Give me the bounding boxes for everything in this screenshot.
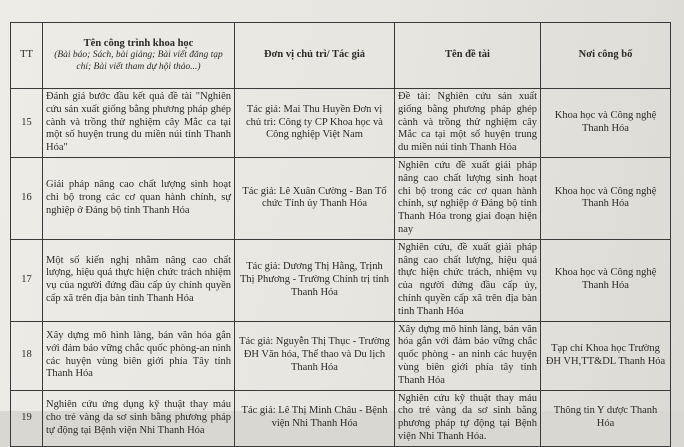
row-number: 15 (11, 89, 43, 158)
work-title-cell: Một số kiến nghị nhằm nâng cao chất lượng, hiệu quả thực hiện chức trách nhiệm vụ của người đứng đầu cấp ủy chính quyền cấp xã trên địa bàn tỉnh Thanh Hóa (43, 239, 235, 321)
publisher-cell: Khoa học và Công nghệ Thanh Hóa (541, 239, 671, 321)
publisher-cell: Khoa học và Công nghệ Thanh Hóa (541, 89, 671, 158)
publisher-cell: Thông tin Y dược Thanh Hóa (541, 390, 671, 446)
table-row (11, 239, 671, 321)
research-works-table (10, 22, 671, 447)
table-row (11, 390, 671, 446)
row-number: 17 (11, 239, 43, 321)
header-work-title-text: Tên công trình khoa học (83, 37, 194, 49)
work-title-cell: Nghiên cứu ứng dụng kỹ thuật thay máu cho trẻ vàng da sơ sinh bằng phương pháp tự động tại Bệnh viện Nhi Thanh Hóa (43, 390, 235, 446)
table-header-row (11, 23, 671, 89)
row-number: 18 (11, 321, 43, 390)
header-publisher: Nơi công bố (541, 23, 671, 89)
author-unit-cell: Tác giả: Nguyễn Thị Thục - Trường ĐH Văn hóa, Thể thao và Du lịch Thanh Hóa (235, 321, 395, 390)
topic-cell: Nghiên cứu đề xuất giải pháp nâng cao chất lượng sinh hoạt chi bộ trong các cơ quan hành chính, sự nghiệp ở Đảng bộ tỉnh Thanh Hóa trong giai đoạn hiện nay (395, 157, 541, 239)
publisher-cell: Tạp chí Khoa học Trường ĐH VH,TT&DL Thanh Hóa (541, 321, 671, 390)
author-unit-cell: Tác giả: Lê Thị Minh Châu - Bệnh viện Nhi Thanh Hóa (235, 390, 395, 446)
header-unit: Đơn vị chủ trì/ Tác giả (235, 23, 395, 89)
publisher-cell: Khoa học và Công nghệ Thanh Hóa (541, 157, 671, 239)
header-work-note: (Bài báo; Sách, bài giảng; Bài viết đăng tạp chí; Bài viết tham dự hội thảo...) (54, 50, 223, 72)
table-row (11, 157, 671, 239)
author-unit-cell: Tác giả: Dương Thị Hằng, Trịnh Thị Phương - Trường Chính trị tỉnh Thanh Hóa (235, 239, 395, 321)
author-unit-cell: Tác giả: Lê Xuân Cường - Ban Tổ chức Tỉnh ủy Thanh Hóa (235, 157, 395, 239)
topic-cell: Xây dựng mô hình làng, bản văn hóa gắn với đảm bảo vững chắc quốc phòng - an ninh các huyện vùng biên giới phía tây tỉnh Thanh Hóa (395, 321, 541, 390)
work-title-cell: Đánh giá bước đầu kết quả đề tài "Nghiên cứu sản xuất giống bằng phương pháp ghép cành và trồng thử nghiệm cây Mắc ca tại một số huyện trung du miền núi tỉnh Thanh Hóa" (43, 89, 235, 158)
row-number: 19 (11, 390, 43, 446)
author-unit-cell: Tác giả: Mai Thu Huyền Đơn vị chủ trì: Công ty CP Khoa học và Công nghiệp Việt Nam (235, 89, 395, 158)
topic-cell: Nghiên cứu kỹ thuật thay máu cho trẻ vàng da sơ sinh bằng phương pháp tự động tại Bệnh viện Nhi Thanh Hóa. (395, 390, 541, 446)
header-topic: Tên đề tài (395, 23, 541, 89)
work-title-cell: Giải pháp nâng cao chất lượng sinh hoạt chi bộ trong các cơ quan hành chính, sự nghiệp ở Đảng bộ tỉnh Thanh Hóa (43, 157, 235, 239)
topic-cell: Đề tài: Nghiên cứu sản xuất giống bằng phương pháp ghép cành và trồng thử nghiệm cây Mắc ca tại một số huyện trung du miền núi tỉnh Thanh Hóa (395, 89, 541, 158)
row-number: 16 (11, 157, 43, 239)
table-row (11, 321, 671, 390)
header-work-title (43, 23, 235, 89)
topic-cell: Nghiên cứu, đề xuất giải pháp nâng cao chất lượng, hiệu quả thực hiện chức trách, nhiệm vụ của người đứng đầu cấp ủy, chính quyền cấp xã trên địa bàn tỉnh Thanh Hóa (395, 239, 541, 321)
table-row (11, 89, 671, 158)
header-tt: TT (11, 23, 43, 89)
work-title-cell: Xây dựng mô hình làng, bản văn hóa gắn với đảm bảo vững chắc quốc phòng-an ninh các huyện vùng biên giới phía Tây tỉnh Thanh Hóa (43, 321, 235, 390)
